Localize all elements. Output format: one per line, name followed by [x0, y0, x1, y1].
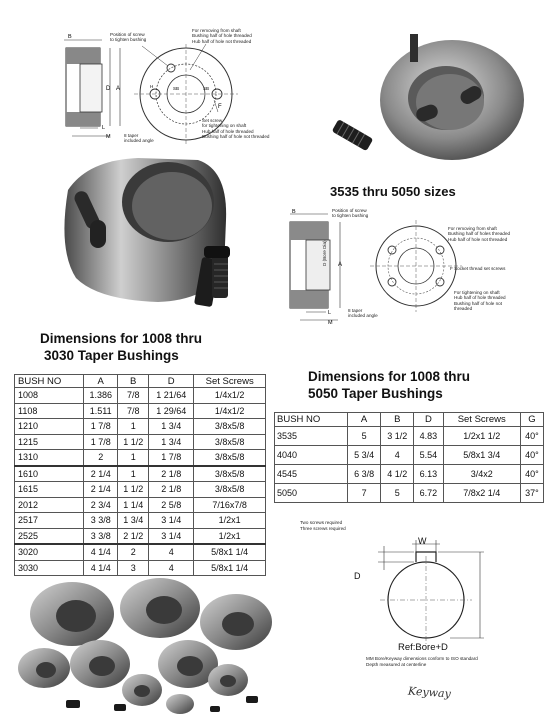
table-cell: 4 1/2: [381, 465, 414, 484]
table-cell: 1 3/4: [118, 513, 149, 529]
screws-note-three: Three screws required: [300, 526, 346, 531]
table-cell: 5 3/4: [348, 446, 381, 465]
table-cell: 1008: [15, 388, 84, 404]
setscrew-f-label: F: [218, 104, 222, 110]
table-cell: 1610: [15, 466, 84, 482]
table-cell: 1/2x1 1/2: [443, 427, 520, 446]
table-cell: 5/8x1 3/4: [443, 446, 520, 465]
table-cell: 7: [348, 484, 381, 503]
table-cell: 6 3/8: [348, 465, 381, 484]
table-cell: 3/8x5/8: [194, 434, 266, 450]
table-cell: 1 1/2: [118, 482, 149, 498]
table-cell: 2 3/4: [84, 497, 118, 513]
table-cell: 3 1/4: [149, 513, 194, 529]
table-cell: 1 7/8: [84, 419, 118, 435]
table-cell: 1210: [15, 419, 84, 435]
table-cell: 2517: [15, 513, 84, 529]
table-row: [275, 484, 544, 503]
hub-label-h: H: [150, 84, 154, 89]
dim-m-label: M: [106, 134, 111, 140]
mid-dim-b-label: B: [292, 209, 296, 215]
keyway-standard-note1: MM Bore/Keyway dimensions conform to ISO standard: [366, 656, 478, 661]
keyway-w-label: W: [418, 536, 427, 546]
table-cell: 2 1/2: [118, 528, 149, 544]
table-row: [15, 388, 266, 404]
screws-note-two: Two screws required: [300, 520, 343, 525]
table-cell: 1310: [15, 450, 84, 466]
table-cell: 3020: [15, 544, 84, 560]
table-cell: 5/8x1 1/4: [194, 544, 266, 560]
table-cell: 5/8x1 1/4: [194, 560, 266, 576]
left-heading-line1: Dimensions for 1008 thru: [40, 331, 203, 346]
mid-socket-note: F Socket thread set screws: [450, 266, 506, 271]
table-cell: 1/4x1/2: [194, 403, 266, 419]
right-table-heading: [308, 368, 470, 402]
hub-label-sb: SB: [173, 86, 180, 91]
col-header-set-screws: Set Screws: [443, 413, 520, 427]
table-cell: 5: [381, 484, 414, 503]
col-header-a: A: [348, 413, 381, 427]
table-cell: 7/8x2 1/4: [443, 484, 520, 503]
table-row: [275, 465, 544, 484]
keyway-standard-note2: Depth measured at centerline: [366, 662, 427, 667]
right-dimensions-table: [274, 412, 544, 503]
table-cell: 3/8x5/8: [194, 450, 266, 466]
bushing-photo-middle-left: [48, 150, 278, 320]
mid-dim-l-label: L: [328, 310, 332, 316]
hub-label-sb-2: SB: [203, 86, 210, 91]
table-cell: 2 1/4: [84, 466, 118, 482]
table-cell: 2 5/8: [149, 497, 194, 513]
right-heading-line1: Dimensions for 1008 thru: [308, 369, 471, 384]
table-row: [275, 446, 544, 465]
table-cell: 1: [118, 419, 149, 435]
table-row: [15, 528, 266, 544]
table-cell: 2 1/4: [84, 482, 118, 498]
table-row: [15, 450, 266, 466]
table-cell: 7/16x7/8: [194, 497, 266, 513]
table-cell: 37°: [520, 484, 543, 503]
top-taper-note: 8 taper included angle: [124, 133, 154, 144]
left-heading-line2: 3030 Taper Bushings: [44, 348, 179, 363]
table-cell: 6.72: [414, 484, 443, 503]
col-header-b: B: [118, 375, 149, 388]
table-cell: 4 1/4: [84, 544, 118, 560]
table-cell: 5050: [275, 484, 348, 503]
table-cell: 3030: [15, 560, 84, 576]
table-cell: 1 7/8: [149, 450, 194, 466]
table-cell: 1/2x1: [194, 528, 266, 544]
table-cell: 3/8x5/8: [194, 466, 266, 482]
table-row: [15, 544, 266, 560]
table-cell: 1 3/4: [149, 419, 194, 435]
table-row: [275, 427, 544, 446]
keyway-diagram: [350, 530, 500, 650]
table-header-row: [15, 375, 266, 388]
table-row: [15, 513, 266, 529]
table-cell: 1: [118, 450, 149, 466]
table-cell: 3 3/8: [84, 528, 118, 544]
sizes-heading: 3535 thru 5050 sizes: [330, 184, 456, 199]
table-cell: 40°: [520, 465, 543, 484]
mid-removing-note: For removing from shaft Bushing half of holes threaded Hub half of hole not threaded: [448, 226, 511, 242]
col-header-g: G: [520, 413, 543, 427]
dim-a-label: A: [116, 86, 121, 92]
keyway-d-label: D: [354, 571, 361, 581]
col-header-d: D: [149, 375, 194, 388]
table-cell: 1 29/64: [149, 403, 194, 419]
table-cell: 4 1/4: [84, 560, 118, 576]
table-cell: 3 1/4: [149, 528, 194, 544]
table-cell: 2525: [15, 528, 84, 544]
table-cell: 4: [381, 446, 414, 465]
table-cell: 2: [118, 544, 149, 560]
table-cell: 2: [84, 450, 118, 466]
keyway-handwritten-label: Keyway: [407, 684, 452, 701]
table-cell: 4.83: [414, 427, 443, 446]
table-cell: 3 1/2: [381, 427, 414, 446]
table-cell: 3: [118, 560, 149, 576]
table-cell: 1108: [15, 403, 84, 419]
table-cell: 2 1/8: [149, 482, 194, 498]
table-cell: 4: [149, 544, 194, 560]
col-header-d: D: [414, 413, 443, 427]
table-cell: 4: [149, 560, 194, 576]
table-row: [15, 403, 266, 419]
table-cell: 1.386: [84, 388, 118, 404]
table-cell: 3/8x5/8: [194, 482, 266, 498]
dim-d-label: D: [106, 86, 111, 92]
table-row: [15, 434, 266, 450]
top-setscrew-note: Set screw for tightening on shaft Hub half of hole threaded Bushing half of hole not threaded: [202, 118, 270, 140]
table-cell: 1 1/4: [118, 497, 149, 513]
mid-screw-note: Position of screw to tighten bushing: [332, 208, 369, 219]
table-cell: 5: [348, 427, 381, 446]
dim-l-label: L: [102, 125, 106, 131]
table-cell: 1 7/8: [84, 434, 118, 450]
table-cell: 5.54: [414, 446, 443, 465]
top-screw-note: Position of screw to tighten bushing: [110, 32, 147, 43]
table-cell: 40°: [520, 446, 543, 465]
table-cell: 1 21/64: [149, 388, 194, 404]
col-header-set-screws: Set Screws: [194, 375, 266, 388]
table-cell: 1 1/2: [118, 434, 149, 450]
mid-tightening-note: For tightening on shaft Hub half of hole threaded Bushing half of hole not threaded: [454, 290, 506, 312]
table-cell: 1/4x1/2: [194, 388, 266, 404]
table-cell: 7/8: [118, 403, 149, 419]
mid-dim-m-label: M: [328, 320, 333, 326]
table-cell: 6.13: [414, 465, 443, 484]
keyway-ref-label: Ref:Bore+D: [398, 642, 448, 653]
table-row: [15, 419, 266, 435]
table-cell: 1/2x1: [194, 513, 266, 529]
table-cell: 1215: [15, 434, 84, 450]
col-header-a: A: [84, 375, 118, 388]
bushing-photo-top-right: [320, 18, 532, 168]
mid-bore-label: D (Bore Dia): [322, 240, 327, 266]
table-cell: 1.511: [84, 403, 118, 419]
col-header-bush-no: BUSH NO: [15, 375, 84, 388]
right-heading-line2: 5050 Taper Bushings: [308, 386, 443, 401]
dim-b-label: B: [68, 34, 72, 40]
col-header-bush-no: BUSH NO: [275, 413, 348, 427]
col-header-b: B: [381, 413, 414, 427]
table-row: [15, 482, 266, 498]
table-cell: 1: [118, 466, 149, 482]
table-cell: 2 1/8: [149, 466, 194, 482]
left-dimensions-table: [14, 374, 266, 576]
mid-taper-note: 8 taper included angle: [348, 308, 378, 319]
table-cell: 1 3/4: [149, 434, 194, 450]
left-table-heading: [40, 330, 202, 364]
table-cell: 3 3/8: [84, 513, 118, 529]
bushings-assortment-photo: [10, 572, 280, 718]
table-cell: 4545: [275, 465, 348, 484]
table-cell: 2012: [15, 497, 84, 513]
table-cell: 7/8: [118, 388, 149, 404]
table-cell: 40°: [520, 427, 543, 446]
table-cell: 3535: [275, 427, 348, 446]
table-row: [15, 466, 266, 482]
table-cell: 3/4x2: [443, 465, 520, 484]
mid-dim-a-label: A: [338, 262, 343, 268]
top-removing-note: For removing from shaft Bushing half of hole threaded Hub half of hole not threaded: [192, 28, 252, 44]
table-cell: 3/8x5/8: [194, 419, 266, 435]
table-row: [15, 497, 266, 513]
table-cell: 4040: [275, 446, 348, 465]
table-header-row: [275, 413, 544, 427]
table-cell: 1615: [15, 482, 84, 498]
